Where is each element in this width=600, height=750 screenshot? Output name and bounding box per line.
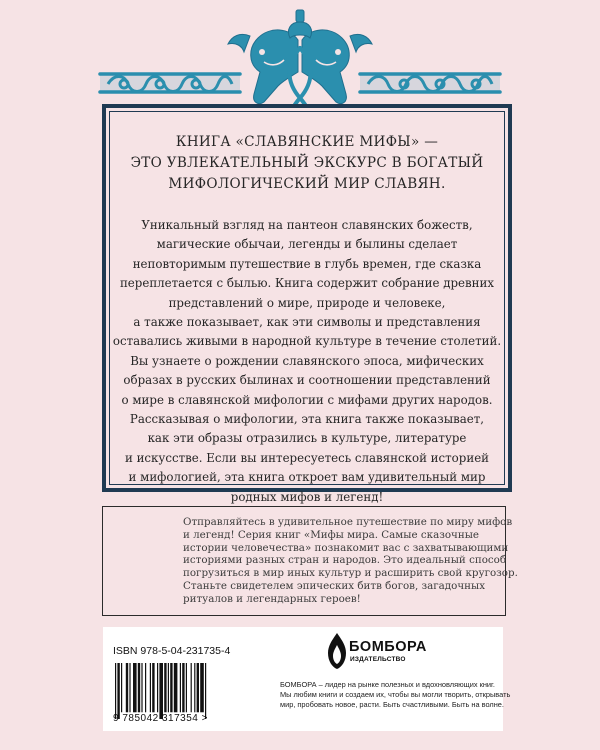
description-line: Уникальный взгляд на пантеон славянских божеств, bbox=[141, 218, 473, 232]
barcode-digits: 9 785042 317354 > bbox=[113, 713, 208, 724]
promo-blank-area bbox=[103, 507, 176, 615]
publisher-line: мир, пробовать новое, расти. Быть счастливыми. Быть на волне. bbox=[280, 700, 504, 710]
barcode-bar bbox=[194, 663, 195, 712]
publisher-line: Мы любим книги и создаем их, чтобы вы могли творить, открывать bbox=[280, 690, 511, 700]
barcode-bar bbox=[152, 663, 154, 712]
barcode-bar bbox=[168, 663, 169, 712]
promo-line: ритуалов и легендарных героев! bbox=[183, 592, 361, 605]
barcode-bar bbox=[126, 663, 128, 712]
promo-line: и легенд! Серия книг «Мифы мира. Самые сказочные bbox=[183, 528, 479, 541]
description-line: представлений о мире, природе и человеке, bbox=[168, 295, 446, 310]
description-line: Вы узнаете о рождении славянского эпоса, мифических bbox=[130, 353, 484, 368]
barcode-bar bbox=[159, 663, 163, 719]
headline-line: КНИГА «СЛАВЯНСКИЕ МИФЫ» — bbox=[175, 134, 439, 150]
barcode-icon bbox=[113, 663, 273, 719]
barcode-bar bbox=[115, 663, 116, 719]
promo-line: Отправляйтесь в удивительное путешествие по миру мифов bbox=[183, 516, 513, 528]
barcode-bar bbox=[164, 663, 166, 712]
promo-line: Станьте свидетелем эпических битв богов, загадочных bbox=[183, 579, 486, 592]
description-line: и мифологией, эта книга откроет вам удивительный мир bbox=[128, 470, 486, 485]
description-line: образах в русских былинах и соотношении представлений bbox=[123, 373, 491, 388]
series-promo-text bbox=[183, 516, 518, 606]
headline-line: МИФОЛОГИЧЕСКИЙ МИР СЛАВЯН. bbox=[168, 176, 446, 192]
barcode-bar bbox=[150, 663, 151, 712]
barcode-bar bbox=[174, 663, 178, 712]
description-text bbox=[110, 216, 504, 507]
publisher-line: БОМБОРА – лидер на рынке полезных и вдохновляющих книг. bbox=[280, 680, 495, 689]
headline-line: ЭТО УВЛЕКАТЕЛЬНЫЙ ЭКСКУРС В БОГАТЫЙ bbox=[130, 155, 484, 171]
description-line: неповторимым путешествие в глубь времен, где сказка bbox=[132, 256, 482, 271]
barcode-bar bbox=[141, 663, 142, 712]
barcode-bar bbox=[170, 663, 172, 712]
description-line: переплетается с былью. Книга содержит собрание древних bbox=[119, 276, 495, 291]
series-promo-panel bbox=[102, 506, 518, 616]
main-description-panel bbox=[102, 104, 512, 504]
isbn-number: ISBN 978-5-04-231735-4 bbox=[113, 645, 231, 657]
publisher-name: БОМБОРА bbox=[349, 639, 427, 655]
publisher-subtitle: ИЗДАТЕЛЬСТВО bbox=[350, 656, 406, 663]
headline bbox=[116, 132, 498, 195]
promo-line: истории человечества» познакомит вас с захватывающими bbox=[183, 541, 509, 554]
promo-line: историями разных стран и народов. Это идеальный способ bbox=[183, 554, 507, 567]
description-line: как эти образы отразились в культуре, литературе bbox=[147, 431, 467, 446]
barcode-bar bbox=[200, 663, 204, 712]
barcode-bar bbox=[133, 663, 137, 712]
publisher-description bbox=[280, 680, 511, 711]
description-line: оставались живыми в народной культуре в течение столетий. bbox=[112, 334, 502, 349]
description-line: магические обычаи, легенды и былины сделает bbox=[156, 237, 458, 252]
barcode-bar bbox=[186, 663, 187, 712]
promo-line: погрузиться в мир иных культур и расширить свой кругозор. bbox=[183, 567, 518, 580]
description-line: родных мифов и легенд! bbox=[230, 489, 384, 504]
barcode-bar bbox=[205, 663, 206, 719]
barcode-bar bbox=[180, 663, 181, 712]
isbn-publisher-box bbox=[103, 627, 511, 731]
description-line: о мире в славянской мифологии с мифами других народов. bbox=[121, 392, 493, 407]
barcode-bar bbox=[197, 663, 199, 712]
barcode-bar bbox=[129, 663, 130, 712]
barcode-bar bbox=[138, 663, 140, 712]
barcode-bar bbox=[157, 663, 158, 712]
bombora-logo-icon bbox=[325, 631, 349, 671]
barcode-bar bbox=[182, 663, 184, 712]
barcode-bar bbox=[191, 663, 192, 712]
description-line: а также показывает, как эти символы и представления bbox=[133, 315, 481, 330]
barcode-bar bbox=[121, 663, 122, 712]
barcode-bar bbox=[145, 663, 146, 712]
barcode-bar bbox=[117, 663, 119, 719]
description-line: Рассказывая о мифологии, эта книга также показывает, bbox=[129, 412, 485, 427]
description-line: и искусстве. Если вы интересуетесь славянской историей bbox=[124, 450, 490, 465]
